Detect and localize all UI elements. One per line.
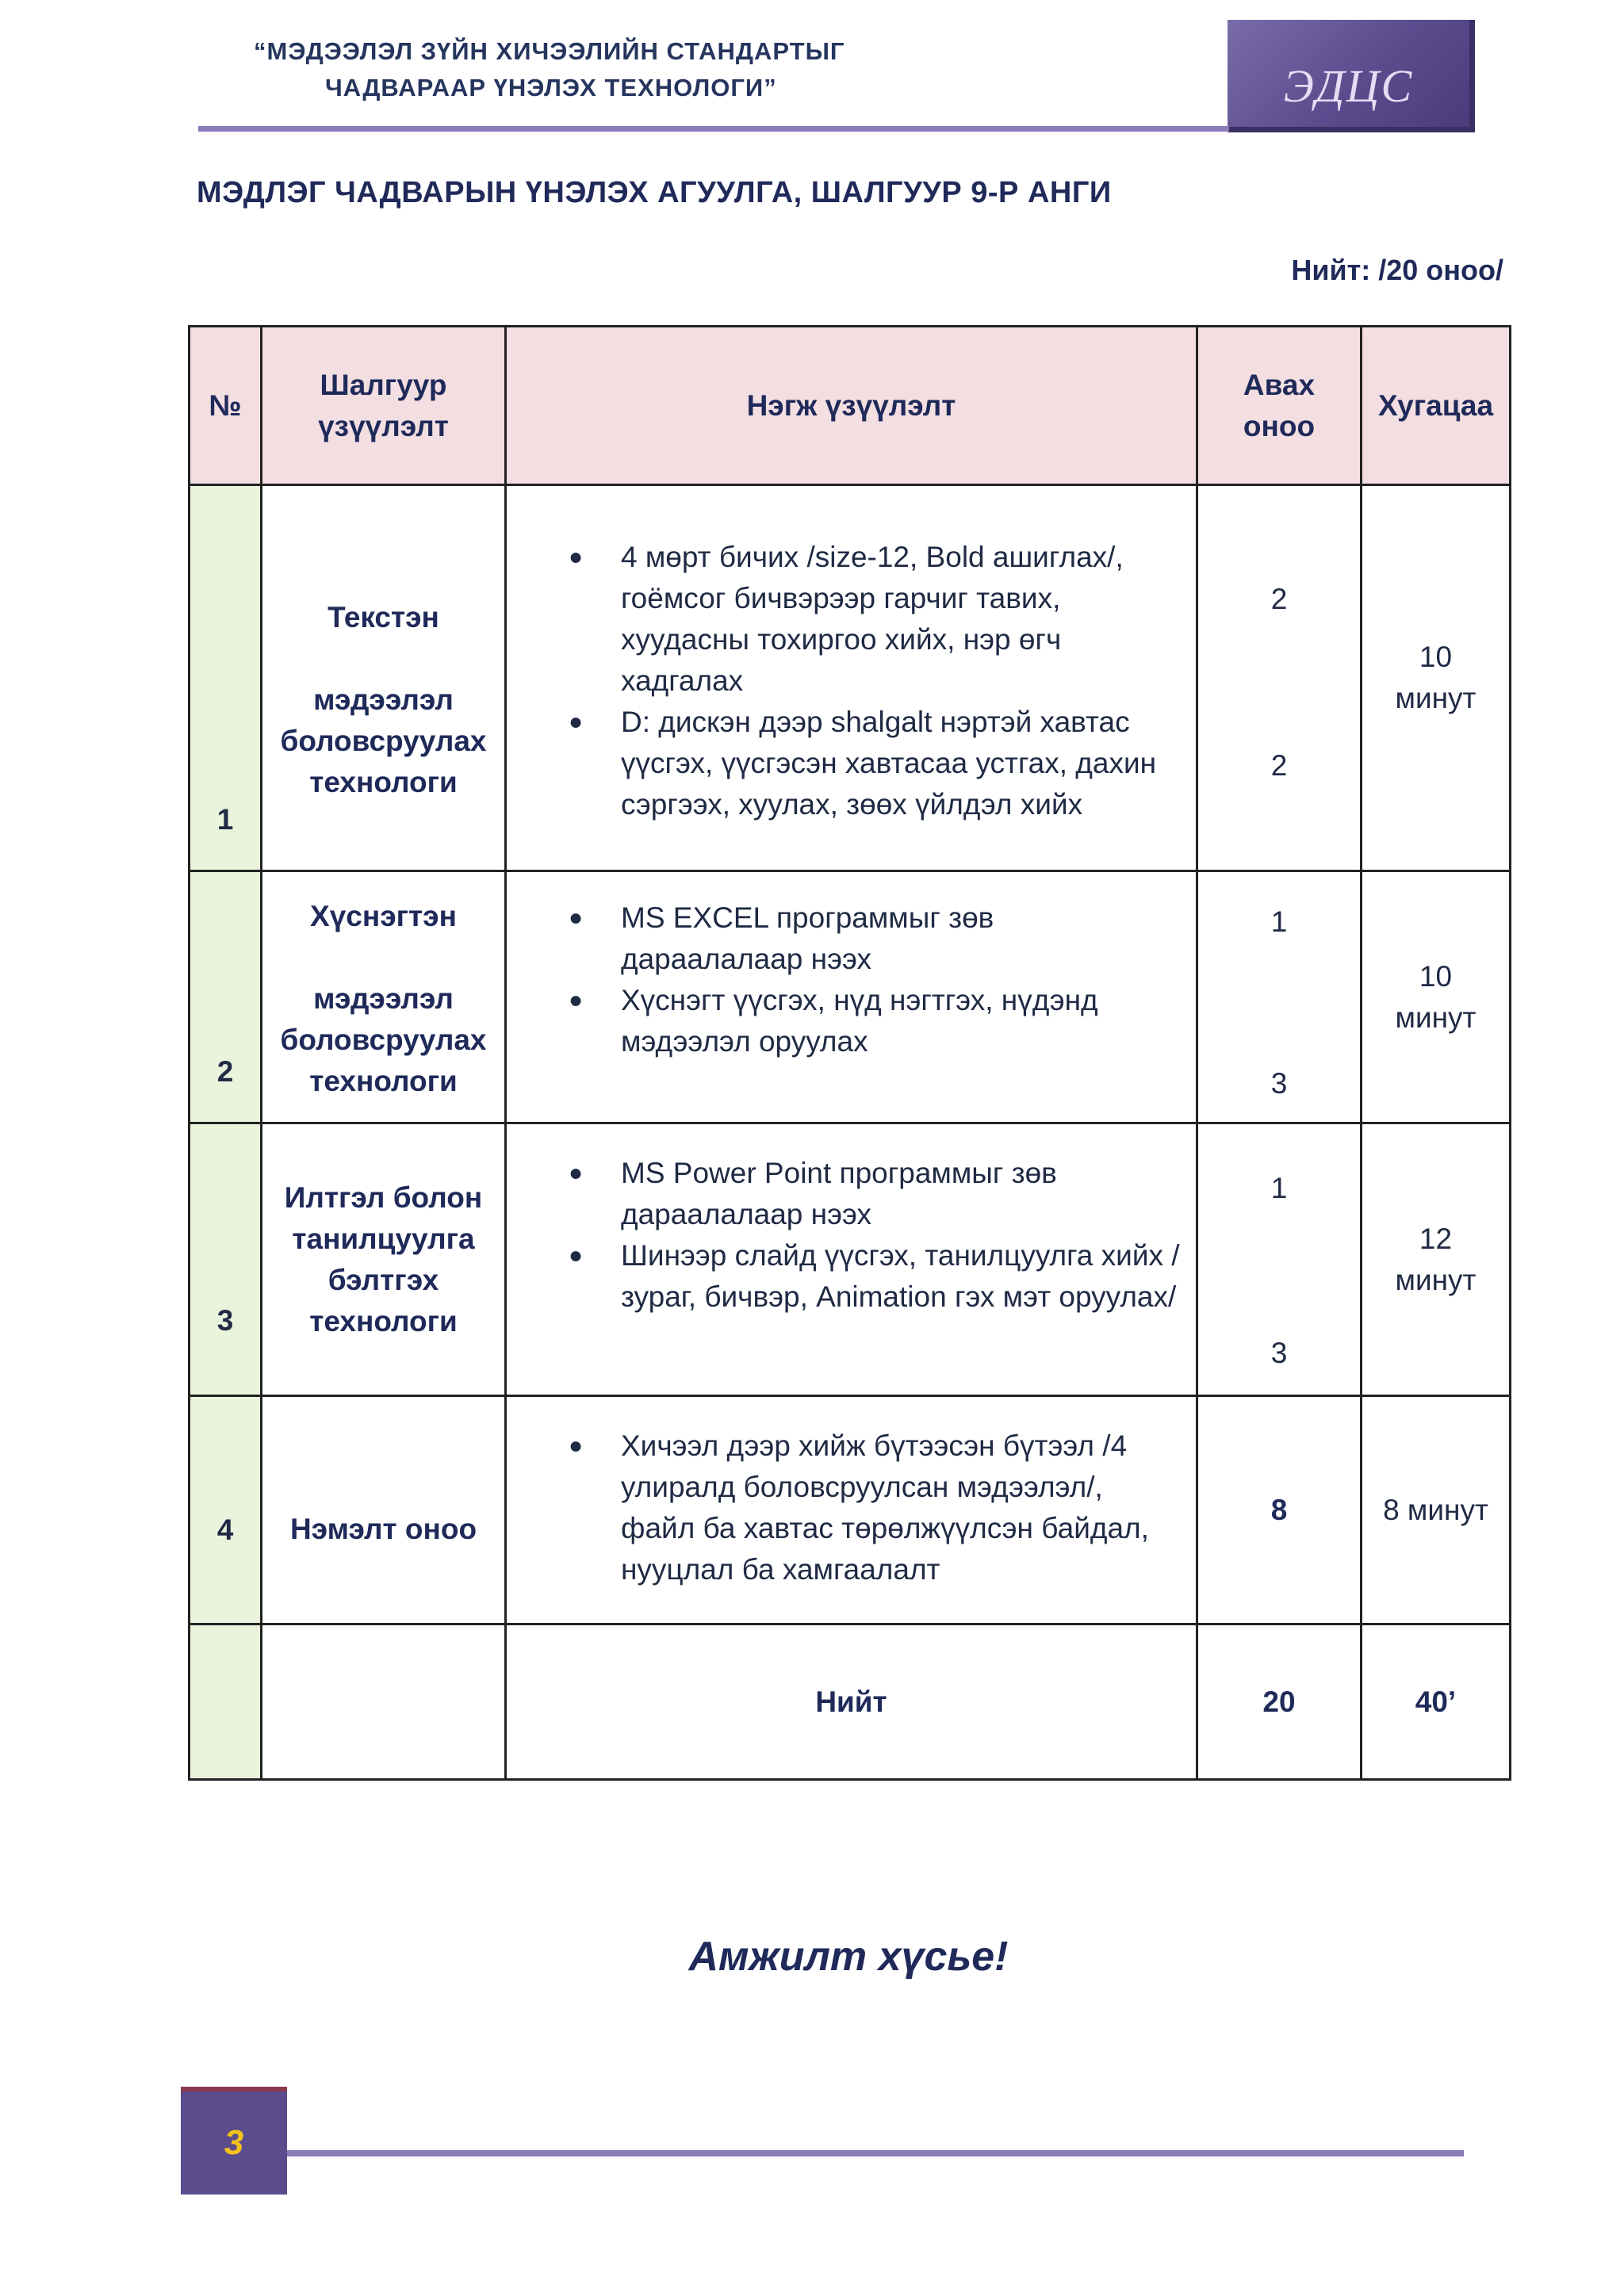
logo-text: ЭДЦС	[1283, 60, 1414, 112]
bullet-icon: ●	[569, 1160, 584, 1186]
header-title-line2: ЧАДВАРААР ҮНЭЛЭХ ТЕХНОЛОГИ”	[325, 74, 777, 101]
row-criterion-title: Текстэн	[327, 601, 439, 633]
row-time: 10 минут	[1362, 871, 1511, 1123]
col-header-time: Хугацаа	[1362, 327, 1511, 485]
list-item: ● Хичээл дээр хийж бүтээсэн бүтээл /4 улиралд боловсруулсан мэдээлэл/, файл ба хавтас төрөлжүүлсэн байдал, нууцлал ба хамгаалалт	[507, 1425, 1180, 1590]
row-points	[1197, 485, 1362, 871]
bullet-icon: ●	[569, 1433, 584, 1459]
row-criterion-subtitle: мэдээлэл боловсруулах технологи	[280, 683, 487, 798]
row-time: 10 минут	[1362, 485, 1511, 871]
row-criterion: Нэмэлт оноо	[262, 1396, 506, 1624]
list-item: ● D: дискэн дээр shalgalt нэртэй хавтас үүсгэх, үүсгэсэн хавтасаа устгах, дахин сэргээх, хуулах, зөөх үйлдэл хийх	[507, 702, 1180, 825]
table-header-row	[190, 327, 1511, 485]
row-criterion-title: Хүснэгтэн	[310, 900, 457, 932]
list-item: ● MS EXCEL программыг зөв дараалалаар нээх	[507, 897, 1180, 980]
points-value: 1	[1270, 1172, 1288, 1204]
bullet-icon: ●	[569, 709, 584, 735]
list-item: ● 4 мөрт бичих /size-12, Bold ашиглах/, гоёмсог бичвэрээр гарчиг тавих, хуудасны тохиргоо хийх, нэр өгч хадгалах	[507, 537, 1180, 702]
header-title-line1: “МЭДЭЭЛЭЛ ЗҮЙН ХИЧЭЭЛИЙН СТАНДАРТЫГ	[254, 37, 845, 65]
bullet-icon: ●	[569, 905, 584, 931]
col-header-criterion: Шалгуур үзүүлэлт	[262, 327, 506, 485]
table-row	[190, 1396, 1511, 1624]
points-value: 2	[1270, 749, 1288, 782]
row-number: 3	[190, 1123, 262, 1396]
row-criterion: Илтгэл болон танилцуулга бэлтгэх технологи	[262, 1123, 506, 1396]
table-row	[190, 871, 1511, 1123]
page-number: 3	[224, 2123, 244, 2162]
row-number: 4	[190, 1396, 262, 1624]
list-item: ● MS Power Point программыг зөв дараалалаар нээх	[507, 1153, 1180, 1235]
row-criterion	[262, 871, 506, 1123]
points-value: 3	[1270, 1337, 1288, 1369]
row-points	[1197, 871, 1362, 1123]
footer-divider	[287, 2150, 1464, 2156]
row-points	[1197, 1123, 1362, 1396]
header-title	[198, 33, 912, 106]
row-number: 2	[190, 871, 262, 1123]
page-number-box	[181, 2087, 287, 2195]
list-item: ● Шинээр слайд үүсгэх, танилцуулга хийх /зураг, бичвэр, Animation гэх мэт оруулах/	[507, 1235, 1180, 1318]
col-header-points: Авах оноо	[1197, 327, 1362, 485]
task-list	[507, 1153, 1180, 1318]
row-criterion	[262, 485, 506, 871]
page-title: МЭДЛЭГ ЧАДВАРЫН ҮНЭЛЭХ АГУУЛГА, ШАЛГУУР 9-Р АНГИ	[197, 176, 1112, 209]
logo	[1228, 20, 1475, 132]
task-list	[507, 897, 1180, 1062]
row-time: 8 минут	[1362, 1396, 1511, 1624]
row-criterion-subtitle: мэдээлэл боловсруулах технологи	[280, 982, 487, 1097]
bullet-icon: ●	[569, 987, 584, 1013]
header-divider	[198, 126, 1229, 132]
points-value: 3	[1270, 1067, 1288, 1100]
bullet-icon: ●	[569, 544, 584, 570]
row-description	[506, 485, 1197, 871]
col-header-no: №	[190, 327, 262, 485]
bullet-icon: ●	[569, 1242, 584, 1269]
task-list	[507, 537, 1180, 825]
col-header-unit: Нэгж үзүүлэлт	[506, 327, 1197, 485]
task-list	[507, 1425, 1180, 1590]
points-value: 2	[1270, 583, 1288, 615]
table-row	[190, 485, 1511, 871]
total-points: 20	[1197, 1624, 1362, 1780]
table-total-row	[190, 1624, 1511, 1780]
total-score-label: Нийт: /20 оноо/	[1291, 254, 1503, 286]
row-points: 8	[1197, 1396, 1362, 1624]
total-time: 40’	[1362, 1624, 1511, 1780]
points-value: 1	[1270, 905, 1288, 938]
table-row	[190, 1123, 1511, 1396]
total-label: Нийт	[506, 1624, 1197, 1780]
total-row-criterion	[262, 1624, 506, 1780]
total-row-number	[190, 1624, 262, 1780]
closing-wish: Амжилт хүсье!	[688, 1934, 1009, 1980]
row-time: 12 минут	[1362, 1123, 1511, 1396]
list-item: ● Хүснэгт үүсгэх, нүд нэгтгэх, нүдэнд мэдээлэл оруулах	[507, 980, 1180, 1062]
row-number: 1	[190, 485, 262, 871]
row-description	[506, 1123, 1197, 1396]
assessment-table	[188, 325, 1511, 1781]
row-description	[506, 1396, 1197, 1624]
row-description	[506, 871, 1197, 1123]
